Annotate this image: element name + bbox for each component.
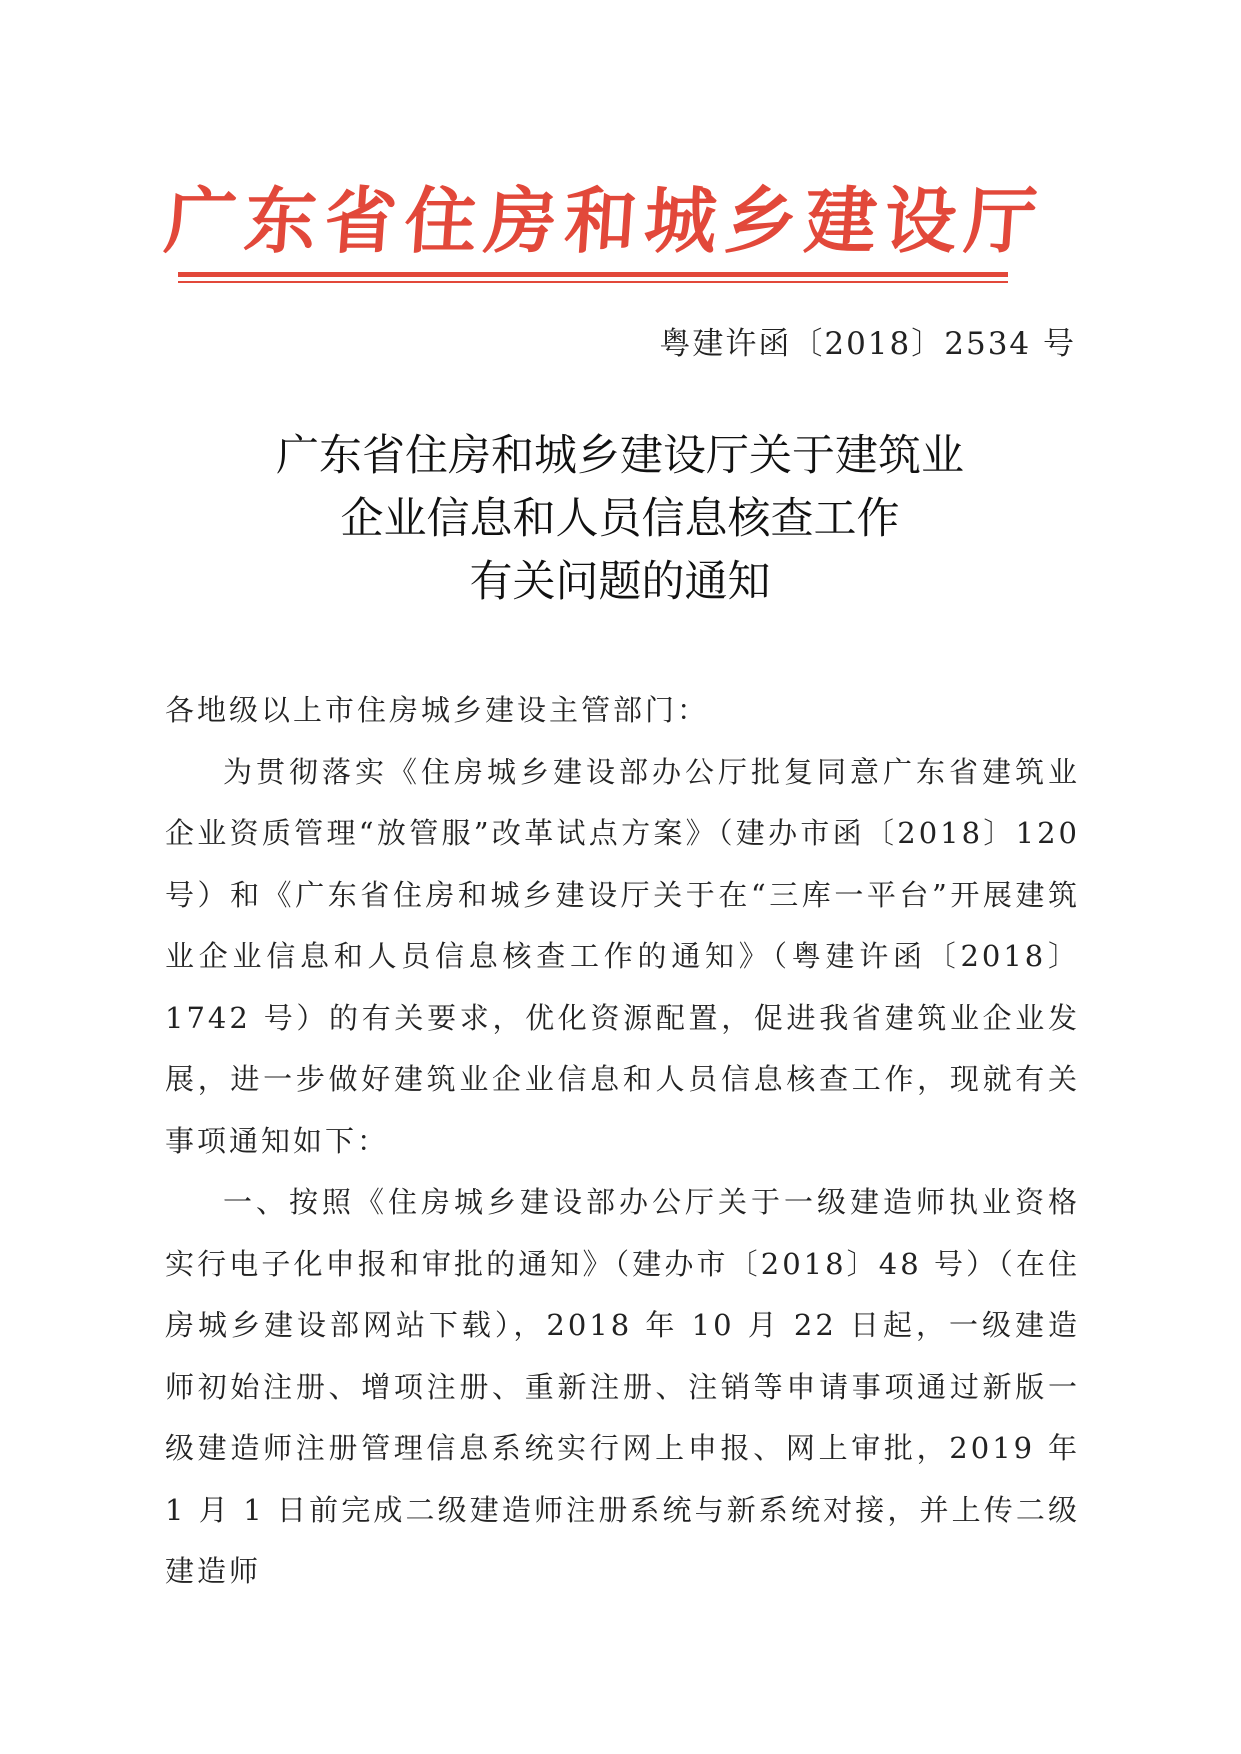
document-title-line: 广东省住房和城乡建设厅关于建筑业 — [276, 431, 964, 481]
document-title-line: 企业信息和人员信息核查工作 — [340, 494, 900, 544]
letterhead-title: 广东省住房和城乡建设厅 — [161, 179, 1048, 263]
document-title-line: 有关问题的通知 — [469, 557, 771, 607]
document-number: 粤建许函〔2018〕2534 号 — [659, 326, 1076, 362]
addressee: 各地级以上市住房城乡建设主管部门： — [165, 693, 710, 727]
document-body — [165, 680, 1080, 1603]
body-paragraph: 为贯彻落实《住房城乡建设部办公厅批复同意广东省建筑业企业资质管理“放管服”改革试点方案》（建办市函〔2018〕120 号）和《广东省住房和城乡建设厅关于在“三库一平台”开展建筑业企业信息和人员信息核查工作的通知》（粤建许函〔2018〕1742 号）的有关要求，优化资源配置，促进我省建筑业企业发展，进一步做好建筑业企业信息和人员信息核查工作，现就有关事项通知如下： — [165, 754, 1080, 1158]
letterhead-red-rule — [178, 272, 1008, 277]
body-paragraph: 一、按照《住房城乡建设部办公厅关于一级建造师执业资格实行电子化申报和审批的通知》（建办市〔2018〕48 号）（在住房城乡建设部网站下载），2018 年 10 月 22 日起，一级建造师初始注册、增项注册、重新注册、注销等申请事项通过新版一级建造师注册管理信息系统实行网上申报、网上审批，2019 年 1 月 1 日前完成二级建造师注册系统与新系统对接，并上传二级建造师 — [165, 1185, 1080, 1588]
document-title — [190, 425, 1050, 614]
letterhead-red-rule-thin — [178, 281, 1008, 283]
